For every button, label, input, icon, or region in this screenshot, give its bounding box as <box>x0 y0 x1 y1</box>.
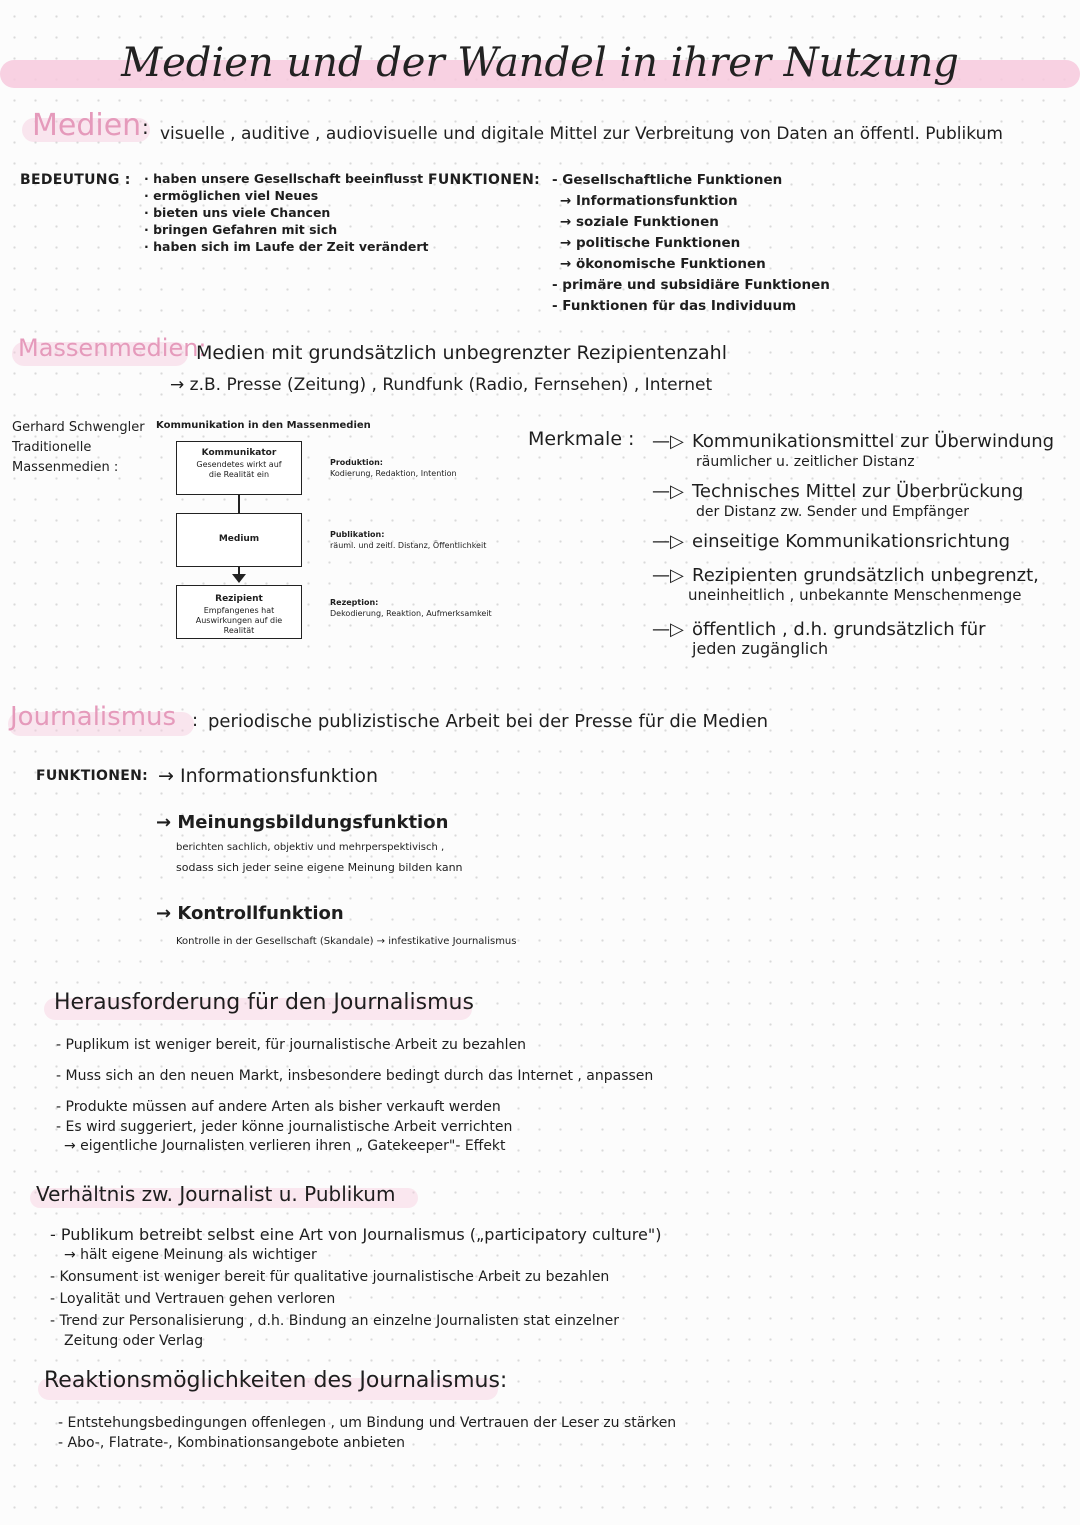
list-item: —▷ Kommunikationsmittel zur Überwindung räumlicher u. zeitlicher Distanz <box>652 431 1055 470</box>
list-item: · bieten uns viele Chancen <box>144 205 331 220</box>
bedeutung-list <box>144 170 429 255</box>
list-item: → Informationsfunktion <box>560 193 738 209</box>
medium-box <box>176 513 302 567</box>
herausforderung-list <box>56 1036 653 1155</box>
herausforderung-heading: Herausforderung für den Journalismus <box>54 990 474 1015</box>
kommunikator-box <box>176 441 302 495</box>
list-item: - Muss sich an den neuen Markt, insbesondere bedingt durch das Internet , anpassen <box>56 1068 654 1084</box>
list-item: Gerhard Schwengler <box>12 420 145 435</box>
produktion-desc: Kodierung, Redaktion, Intention <box>330 469 457 478</box>
meinungsbildung-desc-1: berichten sachlich, objektiv und mehrperspektivisch , <box>176 842 445 853</box>
list-item: Massenmedien : <box>12 460 119 475</box>
list-item: —▷ öffentlich , d.h. grundsätzlich für jeden zugänglich <box>652 619 986 658</box>
merkmale-label: Merkmale : <box>528 428 635 450</box>
list-item: - Entstehungsbedingungen offenlegen , um Bindung und Vertrauen der Leser zu stärken <box>58 1415 677 1431</box>
bedeutung-label: BEDEUTUNG : <box>20 172 131 188</box>
verhaeltnis-heading: Verhältnis zw. Journalist u. Publikum <box>36 1182 396 1206</box>
list-item: - primäre und subsidiäre Funktionen <box>552 277 830 293</box>
list-item: · bringen Gefahren mit sich <box>144 222 338 237</box>
list-item: → soziale Funktionen <box>560 214 719 230</box>
colon: : <box>192 710 199 731</box>
funktionen-list <box>552 170 830 317</box>
merkmale-list <box>652 432 1072 670</box>
connector-line <box>238 495 240 513</box>
verhaeltnis-list <box>50 1226 661 1350</box>
kommunikator-name: Kommunikator <box>201 448 277 458</box>
list-item: - Es wird suggeriert, jeder könne journalistische Arbeit verrichten <box>56 1119 513 1135</box>
massenmedien-heading: Massenmedien: <box>18 334 207 362</box>
journalismus-heading: Journalismus <box>10 702 177 732</box>
rezipient-desc: Empfangenes hat Auswirkungen auf die Realität <box>195 606 283 635</box>
list-item: Zeitung oder Verlag <box>64 1333 204 1349</box>
list-item: → hält eigene Meinung als wichtiger <box>64 1247 317 1263</box>
rezeption-label: Rezeption: <box>330 598 379 607</box>
diagram-title: Kommunikation in den Massenmedien <box>156 420 371 431</box>
list-item: —▷ Rezipienten grundsätzlich unbegrenzt, uneinheitlich , unbekannte Menschenmenge <box>652 565 1039 604</box>
medien-definition: visuelle , auditive , audiovisuelle und digitale Mittel zur Verbreitung von Daten an öffentl. Publikum <box>160 124 1003 144</box>
list-item: · ermöglichen viel Neues <box>144 188 319 203</box>
colon: : <box>142 115 149 139</box>
publikation-desc: räuml. und zeitl. Distanz, Öffentlichkeit <box>330 541 487 550</box>
arrow-right-icon: —▷ <box>652 531 684 552</box>
schwengler-label <box>12 418 145 478</box>
massenmedien-example: → z.B. Presse (Zeitung) , Rundfunk (Radio, Fernsehen) , Internet <box>170 375 713 395</box>
arrow-right-icon: —▷ <box>652 619 684 640</box>
list-item: - Konsument ist weniger bereit für qualitative journalistische Arbeit zu bezahlen <box>50 1269 610 1285</box>
medium-label: Medium <box>218 534 260 544</box>
meinungsbildung-desc-2: sodass sich jeder seine eigene Meinung bilden kann <box>176 861 463 874</box>
reaktion-list <box>58 1414 676 1452</box>
journalismus-funktionen-label: FUNKTIONEN: <box>36 768 149 784</box>
list-item: - Loyalität und Vertrauen gehen verloren <box>50 1291 336 1307</box>
list-item: · haben unsere Gesellschaft beeinflusst <box>144 171 424 186</box>
journalismus-definition: periodische publizistische Arbeit bei der Presse für die Medien <box>208 711 769 732</box>
list-item: - Produkte müssen auf andere Arten als bisher verkauft werden <box>56 1099 501 1115</box>
list-item: - Funktionen für das Individuum <box>552 298 797 314</box>
arrow-right-icon: —▷ <box>652 481 684 502</box>
list-item: → politische Funktionen <box>560 235 741 251</box>
kontrollfunktion-desc: Kontrolle in der Gesellschaft (Skandale) → infestikative Journalismus <box>176 936 517 947</box>
produktion-label: Produktion: <box>330 458 384 467</box>
list-item: —▷ einseitige Kommunikationsrichtung <box>652 531 1011 552</box>
publikation-label: Publikation: <box>330 530 385 539</box>
list-item: - Trend zur Personalisierung , d.h. Bindung an einzelne Journalisten stat einzelner <box>50 1313 619 1329</box>
meinungsbildungsfunktion: → Meinungsbildungsfunktion <box>156 812 449 833</box>
list-item: Traditionelle <box>12 440 92 455</box>
list-item: —▷ Technisches Mittel zur Überbrückung der Distanz zw. Sender und Empfänger <box>652 481 1024 520</box>
rezipient-box <box>176 585 302 639</box>
list-item: - Publikum betreibt selbst eine Art von Journalismus („participatory culture") <box>50 1225 662 1244</box>
kommunikator-desc: Gesendetes wirkt auf die Realität ein <box>196 460 282 479</box>
informationsfunktion: → Informationsfunktion <box>158 765 379 787</box>
massenmedien-definition: Medien mit grundsätzlich unbegrenzter Rezipientenzahl <box>196 342 727 364</box>
arrow-down-icon <box>232 574 246 583</box>
reaktion-heading: Reaktionsmöglichkeiten des Journalismus: <box>44 1368 508 1393</box>
page-title: Medien und der Wandel in ihrer Nutzung <box>121 40 959 86</box>
list-item: → eigentliche Journalisten verlieren ihren „ Gatekeeper"- Effekt <box>64 1138 506 1154</box>
rezipient-name: Rezipient <box>215 594 263 604</box>
list-item: → ökonomische Funktionen <box>560 256 766 272</box>
arrow-right-icon: —▷ <box>652 565 684 586</box>
rezeption-desc: Dekodierung, Reaktion, Aufmerksamkeit <box>330 609 492 618</box>
funktionen-label: FUNKTIONEN: <box>428 172 541 188</box>
arrow-right-icon: —▷ <box>652 431 684 452</box>
list-item: - Puplikum ist weniger bereit, für journalistische Arbeit zu bezahlen <box>56 1037 527 1053</box>
list-item: · haben sich im Laufe der Zeit verändert <box>144 239 429 254</box>
list-item: - Abo-, Flatrate-, Kombinationsangebote anbieten <box>58 1435 405 1451</box>
medien-heading: Medien <box>32 108 142 143</box>
list-item: - Gesellschaftliche Funktionen <box>552 172 783 188</box>
kontrollfunktion: → Kontrollfunktion <box>156 903 344 924</box>
